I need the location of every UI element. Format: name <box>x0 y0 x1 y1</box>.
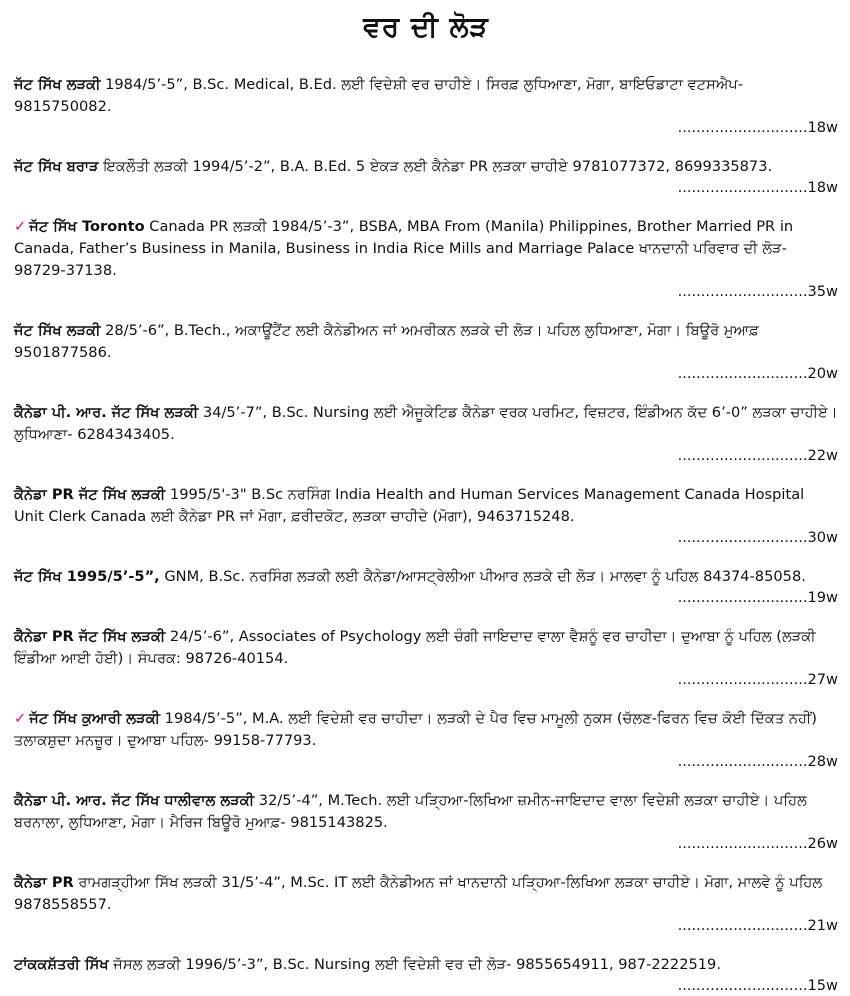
ad-lead: ਜੱਟ ਸਿੱਖ ਬਰਾੜ <box>14 158 99 175</box>
ad-code: ............................22w <box>677 447 838 464</box>
ad-lead: ਜੱਟ ਸਿੱਖ ਕੁਆਰੀ ਲੜਕੀ <box>29 710 161 727</box>
ad-lead: ਕੈਨੇਡਾ PR <box>14 874 74 891</box>
matrimonial-ad <box>14 216 838 302</box>
matrimonial-ad <box>14 484 838 548</box>
ad-lead: ਕੈਨੇਡਾ ਪੀ. ਆਰ. ਜੱਟ ਸਿੱਖ ਲੜਕੀ <box>14 404 199 421</box>
ad-code: ............................28w <box>677 753 838 770</box>
ad-lead: ਜੱਟ ਸਿੱਖ ਲੜਕੀ <box>14 322 101 339</box>
ad-lead: ਕੈਨੇਡਾ PR ਜੱਟ ਸਿੱਖ ਲੜਕੀ <box>14 486 166 503</box>
ad-body: 28/5’-6”, B.Tech., ਅਕਾਊਂਟੈਂਟ ਲਈ ਕੈਨੇਡੀਅਨ ਜਾਂ ਅਮਰੀਕਨ ਲੜਕੇ ਦੀ ਲੋੜ। ਪਹਿਲ ਲੁਧਿਆਣਾ, ਮੋਗਾ। ਬਿਊਰੋ ਮੁਆਫ਼ 9501877586. <box>14 322 759 361</box>
ad-code: ............................21w <box>677 917 838 934</box>
matrimonial-ad <box>14 402 838 466</box>
matrimonial-ad <box>14 872 838 936</box>
matrimonial-ad <box>14 156 838 198</box>
ad-code: ............................18w <box>677 119 838 136</box>
ad-code: ............................15w <box>677 977 838 994</box>
ad-body: ਇਕਲੌਤੀ ਲੜਕੀ 1994/5’-2”, B.A. B.Ed. 5 ਏਕੜ ਲਈ ਕੈਨੇਡਾ PR ਲੜਕਾ ਚਾਹੀਏ 9781077372, 8699335873. <box>98 158 773 175</box>
ad-body: 32/5’-4”, M.Tech. ਲਈ ਪੜ੍ਹਿਆ-ਲਿਖਿਆ ਜ਼ਮੀਨ-ਜਾਇਦਾਦ ਵਾਲਾ ਵਿਦੇਸ਼ੀ ਲੜਕਾ ਚਾਹੀਏ। ਪਹਿਲ ਬਰਨਾਲਾ, ਲੁਧਿਆਣਾ, ਮੋਗਾ। ਮੈਰਿਜ ਬਿਊਰੋ ਮੁਆਫ਼- 9815143825. <box>14 792 807 831</box>
ad-body: 24/5’-6”, Associates of Psychology ਲਈ ਚੰਗੀ ਜਾਇਦਾਦ ਵਾਲਾ ਵੈਸ਼ਨੂੰ ਵਰ ਚਾਹੀਦਾ। ਦੁਆਬਾ ਨੂੰ ਪਹਿਲ (ਲੜਕੀ ਇੰਡੀਆ ਆਈ ਹੋਈ)। ਸੰਪਰਕ: 98726-40154. <box>14 628 816 667</box>
checkmark-icon: ✓ <box>14 710 27 727</box>
ad-lead: ਜੱਟ ਸਿੱਖ Toronto <box>29 218 145 235</box>
matrimonial-ad <box>14 954 838 996</box>
matrimonial-ad <box>14 790 838 854</box>
ad-lead: ਜੱਟ ਸਿੱਖ ਲੜਕੀ <box>14 76 101 93</box>
ad-lead: ਕੈਨੇਡਾ PR ਜੱਟ ਸਿੱਖ ਲੜਕੀ <box>14 628 166 645</box>
matrimonial-ad <box>14 708 838 772</box>
ad-body: 1984/5’-5”, B.Sc. Medical, B.Ed. ਲਈ ਵਿਦੇਸ਼ੀ ਵਰ ਚਾਹੀਏ। ਸਿਰਫ਼ ਲੁਧਿਆਣਾ, ਮੋਗਾ, ਬਾਇਓਡਾਟਾ ਵਟਸਐਪ- 9815750082. <box>14 76 744 115</box>
ad-lead: ਜੱਟ ਸਿੱਖ 1995/5’-5”, <box>14 568 160 585</box>
ad-code: ............................20w <box>677 365 838 382</box>
checkmark-icon: ✓ <box>14 218 27 235</box>
ad-body: Canada PR ਲੜਕੀ 1984/5’-3”, BSBA, MBA From (Manila) Philippines, Brother Married PR in Canada, Father’s Business in Manila, Business in India Rice Mills and Marriage Palace ਖਾਨਦਾਨੀ ਪਰਿਵਾਰ ਦੀ ਲੋੜ- 98729-37138. <box>14 218 794 279</box>
ad-body: GNM, B.Sc. ਨਰਸਿੰਗ ਲੜਕੀ ਲਈ ਕੈਨੇਡਾ/ਆਸਟ੍ਰੇਲੀਆ ਪੀਆਰ ਲੜਕੇ ਦੀ ਲੋੜ। ਮਾਲਵਾ ਨੂੰ ਪਹਿਲ 84374-85058. <box>159 568 806 585</box>
ad-lead: ਕੈਨੇਡਾ ਪੀ. ਆਰ. ਜੱਟ ਸਿੱਖ ਧਾਲੀਵਾਲ ਲੜਕੀ <box>14 792 255 809</box>
ad-code: ............................18w <box>677 179 838 196</box>
ads-list <box>14 74 838 996</box>
matrimonial-ad <box>14 626 838 690</box>
ad-code: ............................27w <box>677 671 838 688</box>
ad-body: 1984/5’-5”, M.A. ਲਈ ਵਿਦੇਸ਼ੀ ਵਰ ਚਾਹੀਦਾ। ਲੜਕੀ ਦੇ ਪੈਰ ਵਿਚ ਮਾਮੂਲੀ ਨੁਕਸ (ਚੱਲਣ-ਫਿਰਨ ਵਿਚ ਕੋਈ ਦਿੱਕਤ ਨਹੀਂ) ਤਲਾਕਸ਼ੁਦਾ ਮਨਜ਼ੂਰ। ਦੁਆਬਾ ਪਹਿਲ- 99158-77793. <box>14 710 817 749</box>
page-title: ਵਰ ਦੀ ਲੋੜ <box>363 10 489 43</box>
matrimonial-ad <box>14 566 838 608</box>
ad-body: 1995/5'-3" B.Sc ਨਰਸਿੰਗ India Health and Human Services Management Canada Hospital Unit Clerk Canada ਲਈ ਕੈਨੇਡਾ PR ਜਾਂ ਮੋਗਾ, ਫ਼ਰੀਦਕੋਟ, ਲੜਕਾ ਚਾਹੀਦੇ (ਮੋਗਾ), 9463715248. <box>14 486 805 525</box>
ad-code: ............................19w <box>677 589 838 606</box>
ad-body: ਜੱਸਲ ਲੜਕੀ 1996/5’-3”, B.Sc. Nursing ਲਈ ਵਿਦੇਸ਼ੀ ਵਰ ਦੀ ਲੋੜ- 9855654911, 987-2222519. <box>108 956 721 973</box>
ad-lead: ਟਾਂਕਕਸ਼ੱਤਰੀ ਸਿੱਖ <box>14 956 109 973</box>
ad-code: ............................26w <box>677 835 838 852</box>
ad-code: ............................30w <box>677 529 838 546</box>
matrimonial-ad <box>14 320 838 384</box>
ad-code: ............................35w <box>677 283 838 300</box>
ad-body: 34/5’-7”, B.Sc. Nursing ਲਈ ਐਜੂਕੇਟਿਡ ਕੈਨੇਡਾ ਵਰਕ ਪਰਮਿਟ, ਵਿਜ਼ਟਰ, ਇੰਡੀਅਨ ਕੱਦ 6’-0” ਲੜਕਾ ਚਾਹੀਏ। ਲੁਧਿਆਣਾ- 6284343405. <box>14 404 838 443</box>
matrimonial-ad <box>14 74 838 138</box>
ad-body: ਰਾਮਗੜ੍ਹੀਆ ਸਿੱਖ ਲੜਕੀ 31/5’-4”, M.Sc. IT ਲਈ ਕੈਨੇਡੀਅਨ ਜਾਂ ਖਾਨਦਾਨੀ ਪੜ੍ਹਿਆ-ਲਿਖਿਆ ਲੜਕਾ ਚਾਹੀਏ। ਮੋਗਾ, ਮਾਲਵੇ ਨੂੰ ਪਹਿਲ 9878558557. <box>14 874 823 913</box>
